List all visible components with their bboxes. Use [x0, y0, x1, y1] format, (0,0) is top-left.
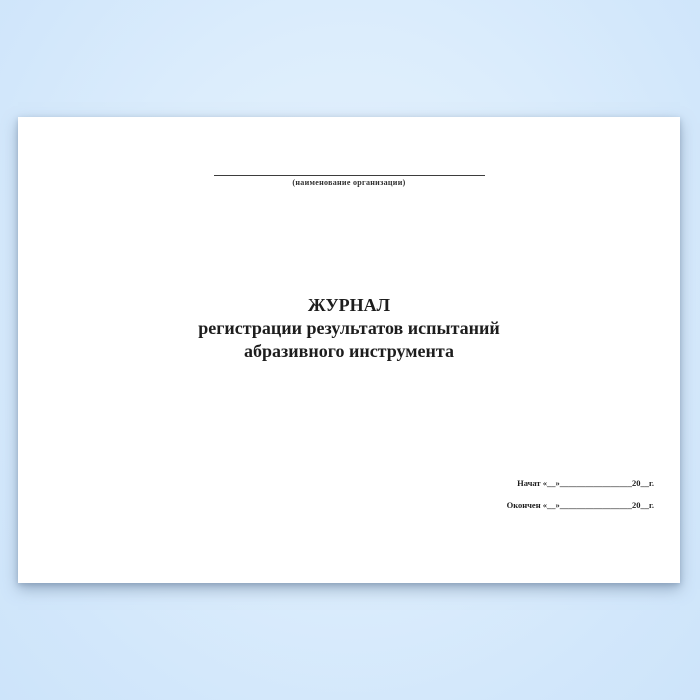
title-line-1: ЖУРНАЛ [307, 295, 391, 315]
document-title [18, 294, 680, 363]
organization-name-caption: (наименование организации) [292, 178, 406, 187]
document-page [18, 117, 680, 583]
date-finished-line: Окончен «__»_________________20__г. [506, 500, 654, 510]
date-started-line: Начат «__»_________________20__г. [517, 478, 654, 488]
organization-name-block [18, 167, 680, 187]
organization-name-line [214, 167, 485, 176]
dates-block [507, 478, 654, 510]
title-line-3: абразивного инструмента [244, 341, 454, 361]
title-line-2: регистрации результатов испытаний [198, 318, 500, 338]
